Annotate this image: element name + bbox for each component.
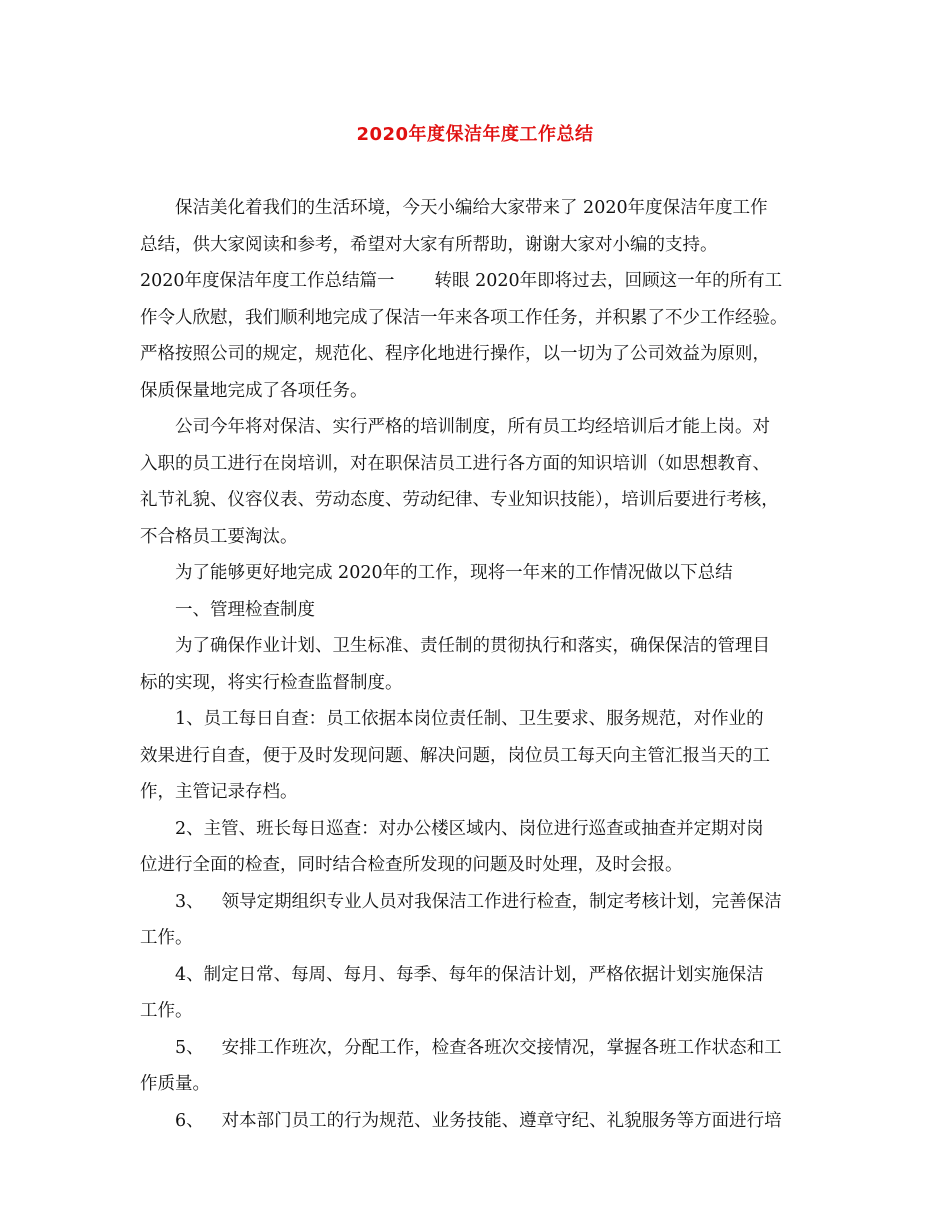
paragraph-line: 为了能够更好地完成 2020年的工作，现将一年来的工作情况做以下总结 (175, 563, 733, 583)
paragraph-line: 保洁美化着我们的生活环境，今天小编给大家带来了 2020年度保洁年度工作 (175, 198, 768, 218)
list-item-line: 2、主管、班长每日巡查：对办公楼区域内、岗位进行巡查或抽查并定期对岗 (175, 818, 764, 839)
list-number: 3、 (175, 891, 204, 912)
document-body (140, 190, 840, 1139)
list-item-line: 1、员工每日自查：员工依据本岗位责任制、卫生要求、服务规范，对作业的 (175, 709, 764, 729)
list-number: 5、 (175, 1037, 204, 1058)
paragraph-line: 保质保量地完成了各项任务。 (140, 380, 368, 401)
paragraph-line: 总结，供大家阅读和参考，希望对大家有所帮助，谢谢大家对小编的支持。 (140, 234, 718, 255)
paragraph-line: 为了确保作业计划、卫生标准、责任制的贯彻执行和落实，确保保洁的管理目 (175, 636, 770, 656)
list-item-line: 4、制定日常、每周、每月、每季、每年的保洁计划，严格依据计划实施保洁 (175, 964, 764, 985)
paragraph-line: 入职的员工进行在岗培训，对在职保洁员工进行各方面的知识培训（如思想教育、 (140, 453, 770, 474)
paragraph-line: 工作。 (140, 928, 193, 948)
paragraph-line: 2020年度保洁年度工作总结篇一 转眼 2020年即将过去，回顾这一年的所有工 (140, 271, 783, 291)
section-heading: 2020年度保洁年度工作总结篇一 (140, 271, 395, 291)
paragraph-line: 标的实现，将实行检查监督制度。 (140, 672, 403, 693)
paragraph-line: 作，主管记录存档。 (140, 782, 298, 802)
paragraph-line: 公司今年将对保洁、实行严格的培训制度，所有员工均经培训后才能上岗。对 (175, 417, 770, 437)
paragraph-line: 位进行全面的检查，同时结合检查所发现的问题及时处理，及时会报。 (140, 855, 683, 875)
document-title: 2020年度保洁年度工作总结 (356, 124, 594, 145)
list-item-line: 3、 领导定期组织专业人员对我保洁工作进行检查，制定考核计划，完善保洁 (175, 891, 782, 912)
section-heading: 一、管理检查制度 (175, 599, 315, 620)
paragraph-line: 效果进行自查，便于及时发现问题、解决问题，岗位员工每天向主管汇报当天的工 (140, 745, 770, 766)
list-item-line: 6、 对本部门员工的行为规范、业务技能、遵章守纪、礼貌服务等方面进行培 (175, 1110, 782, 1131)
list-item-line: 5、 安排工作班次，分配工作，检查各班次交接情况，掌握各班工作状态和工 (175, 1037, 782, 1058)
paragraph-line: 作令人欣慰，我们顺利地完成了保洁一年来各项工作任务，并积累了不少工作经验。 (140, 307, 788, 328)
paragraph-line: 作质量。 (140, 1074, 210, 1094)
paragraph-line: 严格按照公司的规定，规范化、程序化地进行操作，以一切为了公司效益为原则， (140, 344, 770, 364)
list-number: 6、 (175, 1110, 204, 1131)
paragraph-line: 礼节礼貌、仪容仪表、劳动态度、劳动纪律、专业知识技能），培训后要进行考核， (140, 490, 779, 510)
paragraph-line: 不合格员工要淘汰。 (140, 526, 298, 547)
paragraph-line: 工作。 (140, 1001, 193, 1021)
